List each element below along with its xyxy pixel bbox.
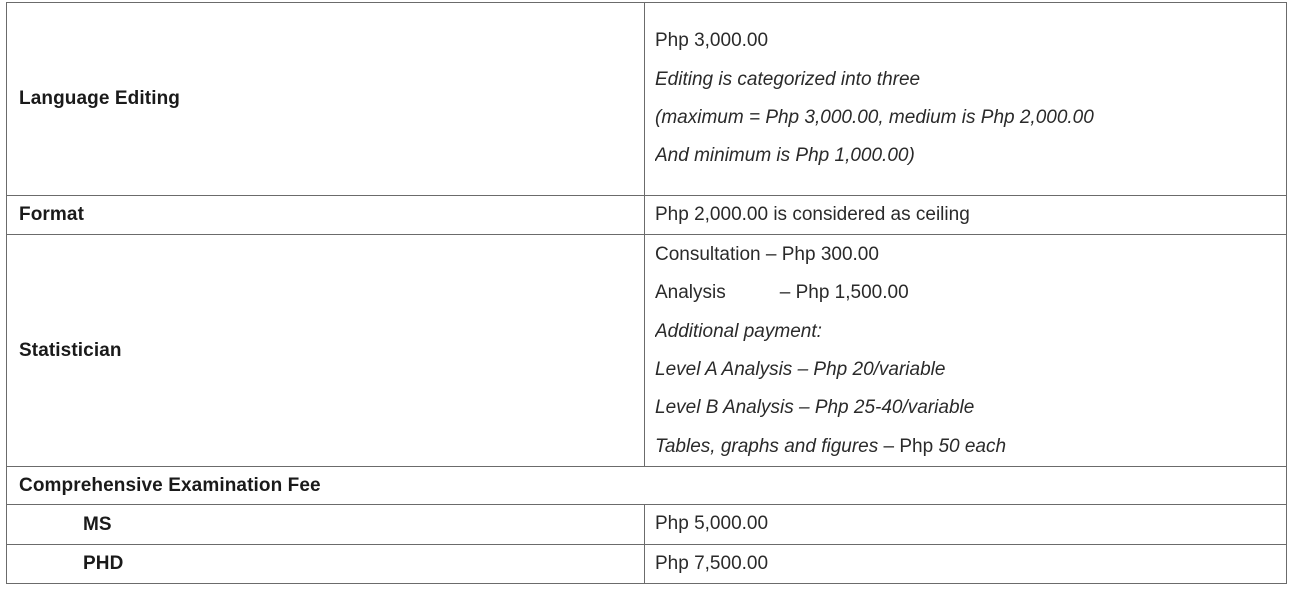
value-cell (645, 544, 1287, 583)
label-cell (7, 544, 645, 583)
analysis-fee-value: – Php 1,500.00 (779, 282, 909, 304)
comprehensive-exam-heading: Comprehensive Examination Fee (19, 474, 321, 496)
language-editing-label: Language Editing (19, 88, 180, 109)
format-value: Php 2,000.00 is considered as ceiling (655, 204, 970, 225)
table-row-comprehensive-exam (7, 467, 1287, 505)
level-b-fee: Level B Analysis – Php 25-40/variable (655, 397, 975, 419)
value-cell (645, 196, 1287, 235)
table-row-ms (7, 505, 1287, 544)
language-editing-price: Php 3,000.00 (655, 30, 769, 52)
additional-payment-heading: Additional payment: (655, 320, 822, 342)
section-header-cell (7, 467, 1287, 505)
ms-label: MS (83, 513, 112, 535)
table-row-language-editing (7, 3, 1287, 196)
value-cell (645, 505, 1287, 544)
table-row-format (7, 196, 1287, 235)
tables-graphs-fee-part-1: Tables, graphs and figures (655, 435, 879, 457)
label-cell (7, 505, 645, 544)
language-editing-note-2: (maximum = Php 3,000.00, medium is Php 2,000.00 (655, 107, 1094, 128)
tables-graphs-fee-part-2: – Php (878, 435, 939, 457)
tables-graphs-fee-part-3: 50 each (938, 435, 1007, 457)
value-cell (645, 235, 1287, 467)
table-row-phd (7, 544, 1287, 583)
table-row-statistician (7, 235, 1287, 467)
ms-fee: Php 5,000.00 (655, 513, 769, 535)
label-cell (7, 235, 645, 467)
language-editing-note-1: Editing is categorized into three (655, 68, 921, 90)
tables-graphs-fee (655, 428, 1286, 466)
level-a-fee: Level A Analysis – Php 20/variable (655, 358, 946, 380)
analysis-fee (655, 274, 1286, 312)
consultation-fee: Consultation – Php 300.00 (655, 243, 879, 265)
statistician-label: Statistician (19, 339, 122, 361)
value-cell (645, 3, 1287, 196)
format-label: Format (19, 204, 84, 226)
language-editing-note-3: And minimum is Php 1,000.00) (655, 145, 915, 167)
label-cell (7, 3, 645, 196)
phd-label: PHD (83, 552, 124, 574)
label-cell (7, 196, 645, 235)
analysis-fee-label: Analysis (655, 282, 726, 304)
phd-fee: Php 7,500.00 (655, 552, 769, 574)
fee-table (6, 2, 1287, 584)
